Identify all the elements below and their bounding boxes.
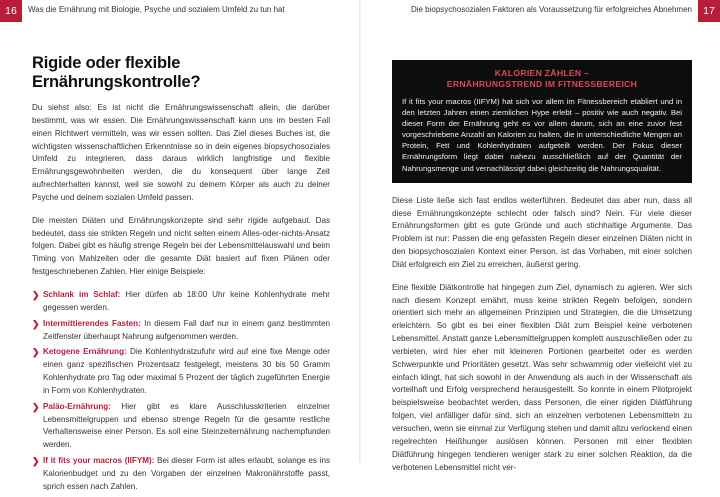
chevron-right-icon: ❯ — [32, 318, 40, 329]
right-page-number: 17 — [698, 0, 720, 22]
info-box-title-line: KALORIEN ZÄHLEN – — [494, 68, 590, 78]
list-item-term: Ketogene Ernährung: — [43, 347, 127, 357]
list-item-term: Schlank im Schlaf: — [43, 289, 121, 299]
paragraph: Du siehst also: Es ist nicht die Ernährungswissenschaft allein, die darüber bestimmt, was wir essen. Die Ernährungswissenschaft kann uns im besten Fall einen Richtwert vermitteln, was wir essen sollten. Das Ziel dieses Buches ist, die wichtigsten wissenschaftlichen Erkenntnisse so in dein eigenes biopsychosoziales Umfeld zu integrieren, dass daraus wirklich langfristige und flexible Ernährungsgewohnheiten werden, die du konsequent über lange Zeit aufrechterhalten kannst, weil sie sowohl zu deinem Körper als auch zu deiner Psyche und deinem sozialen Umfeld passen. — [32, 103, 330, 202]
list-item-term: Intermittierendes Fasten: — [43, 318, 141, 328]
right-page-column — [392, 60, 692, 484]
paragraph: Eine flexible Diätkontrolle hat hingegen zum Ziel, dynamisch zu agieren. Wer sich nach diesem Konzept ernährt, muss keine strikten Regeln befolgen, sondern orientiert sich mehr an allgemeinen Prinzipien und Strategien, die die Umsetzung erleichtern. So gibt es bei einer flexiblen Diät zum Beispiel keine verbotenen Lebensmittel. Anstatt ganze Lebensmittelgruppen komplett auszuschließen oder zu verbieten, wird hier eher mit kleineren Portionen gearbeitet oder es werden Schwerpunkte und Prioritäten gesetzt. Was sehr schwammig oder vielleicht viel zu einfach klingt, hat sich sowohl in der Anwendung als auch in der Wissenschaft als vorteilhaft und Erfolg versprechend herausgestellt. So konnte in einem Pilotprojekt beispielsweise beobachtet werden, dass Personen, die einer rigiden Diätführung folgen, viel anfälliger dafür sind, sich an einzelnen verbotenen Lebensmitteln zu versuchen, wenn sie einmal zur Verfügung stehen und damit allzu verlockend einen regelrechten Heißhunger auslösen können. Personen mit einer flexiblen Diätführung hingegen tendieren weniger stark zu einer solchen Reaktion, da die verbotenen Lebensmittel nicht ver- — [392, 282, 692, 472]
list-item-text: Die Kohlenhydratzufuhr wird auf eine fixe Menge oder einen ganz spezifischen Prozentsatz festgelegt, meistens 30 bis 50 Gramm Kohlenhydrate pro Tag oder maximal 5 Prozent der täglich zugeführten Energie in Form von Kohlenhydraten. — [43, 347, 330, 395]
list-item — [32, 289, 330, 315]
info-box-title-line: ERNÄHRUNGSTREND IM FITNESSBEREICH — [446, 79, 638, 89]
list-item — [32, 455, 330, 494]
left-running-title: Was die Ernährung mit Biologie, Psyche und sozialem Umfeld zu tun hat — [28, 5, 285, 14]
left-page-number: 16 — [0, 0, 22, 22]
list-item — [32, 318, 330, 344]
chevron-right-icon: ❯ — [32, 289, 40, 300]
left-page-column — [32, 36, 330, 497]
info-box — [392, 60, 692, 183]
chevron-right-icon: ❯ — [32, 347, 40, 358]
diet-examples-list — [32, 289, 330, 494]
list-item-term: If it fits your macros (IIFYM): — [43, 456, 155, 466]
list-item — [32, 401, 330, 452]
section-heading: Rigide oder flexible Ernährungskontrolle? — [32, 54, 201, 91]
paragraph: Diese Liste ließe sich fast endlos weiterführen. Bedeutet das aber nun, dass all diese Ernährungskonzepte schlecht oder falsch sind? Nein. Für viele dieser Ernährungsformen gibt es gute Gründe und auch stichhaltige Argumente. Das Problem ist nur: Passen die eng gefassten Regeln dieser einzelnen Diäten nicht in den biopsychosozialen Kontext einer Person, ist das Vorhaben, mit einer solchen Diät erfolgreich ein Ziel zu erreichen, äußerst gering. — [392, 195, 692, 269]
list-item — [32, 346, 330, 397]
paragraph: Die meisten Diäten und Ernährungskonzepte sind sehr rigide aufgebaut. Das bedeutet, dass sie strikten Regeln und nicht selten einem Alles-oder-nichts-Ansatz folgen. Dabei gibt es häufig strenge Regeln bei der Lebensmittelauswahl und beim Timing von Mahlzeiten oder die gesamte Diät basiert auf fixen Plänen oder festgeschriebenen Zahlen. Hier einige Beispiele: — [32, 215, 330, 277]
info-box-text: If it fits your macros (IIFYM) hat sich vor allem im Fitnessbereich etabliert und in den letzten Jahren einen ziemlichen Hype erlebt – positiv wie auch negativ. Bei dieser Form der Ernährung geht es vor allem darum, sich an eine zuvor fest vorgeschriebene Anzahl an Kalorien zu halten, die in unterschiedliche Mengen an Protein, Fett und Kohlenhydraten aufgeteilt werden. Der Fokus dieser Ernährungsform liegt dabei nahezu ausschließlich auf der Quantität der Nahrungsmenge und vernachlässigt dabei gleichzeitig die Nahrungsqualität. — [402, 97, 682, 173]
chevron-right-icon: ❯ — [32, 456, 40, 467]
list-item-text: In diesem Fall darf nur in einem ganz bestimmten Zeitfenster überhaupt Nahrung aufgenommen werden. — [43, 318, 330, 341]
list-item-text: Bei dieser Form ist alles erlaubt, solange es ins Kalorienbudget und zu den Vorgaben der einzelnen Makronährstoffe passt, sprich essen nach Zahlen. — [43, 456, 330, 491]
list-item-text: Hier gibt es klare Ausschlusskriterien einzelner Lebensmittelgruppen und ebenso strenge Regeln für die gesamte restliche Verhaltensweise einer Person. Es soll eine Steinzeiternährung nachempfunden werden. — [43, 401, 330, 450]
info-box-title — [402, 68, 682, 90]
right-running-title: Die biopsychosozialen Faktoren als Voraussetzung für erfolgreiches Abnehmen — [410, 5, 692, 14]
chevron-right-icon: ❯ — [32, 401, 40, 412]
page-gutter — [359, 0, 361, 462]
list-item-text: Hier dürfen ab 18:00 Uhr keine Kohlenhydrate mehr gegessen werden. — [43, 289, 330, 312]
list-item-term: Paläo-Ernährung: — [43, 401, 111, 411]
